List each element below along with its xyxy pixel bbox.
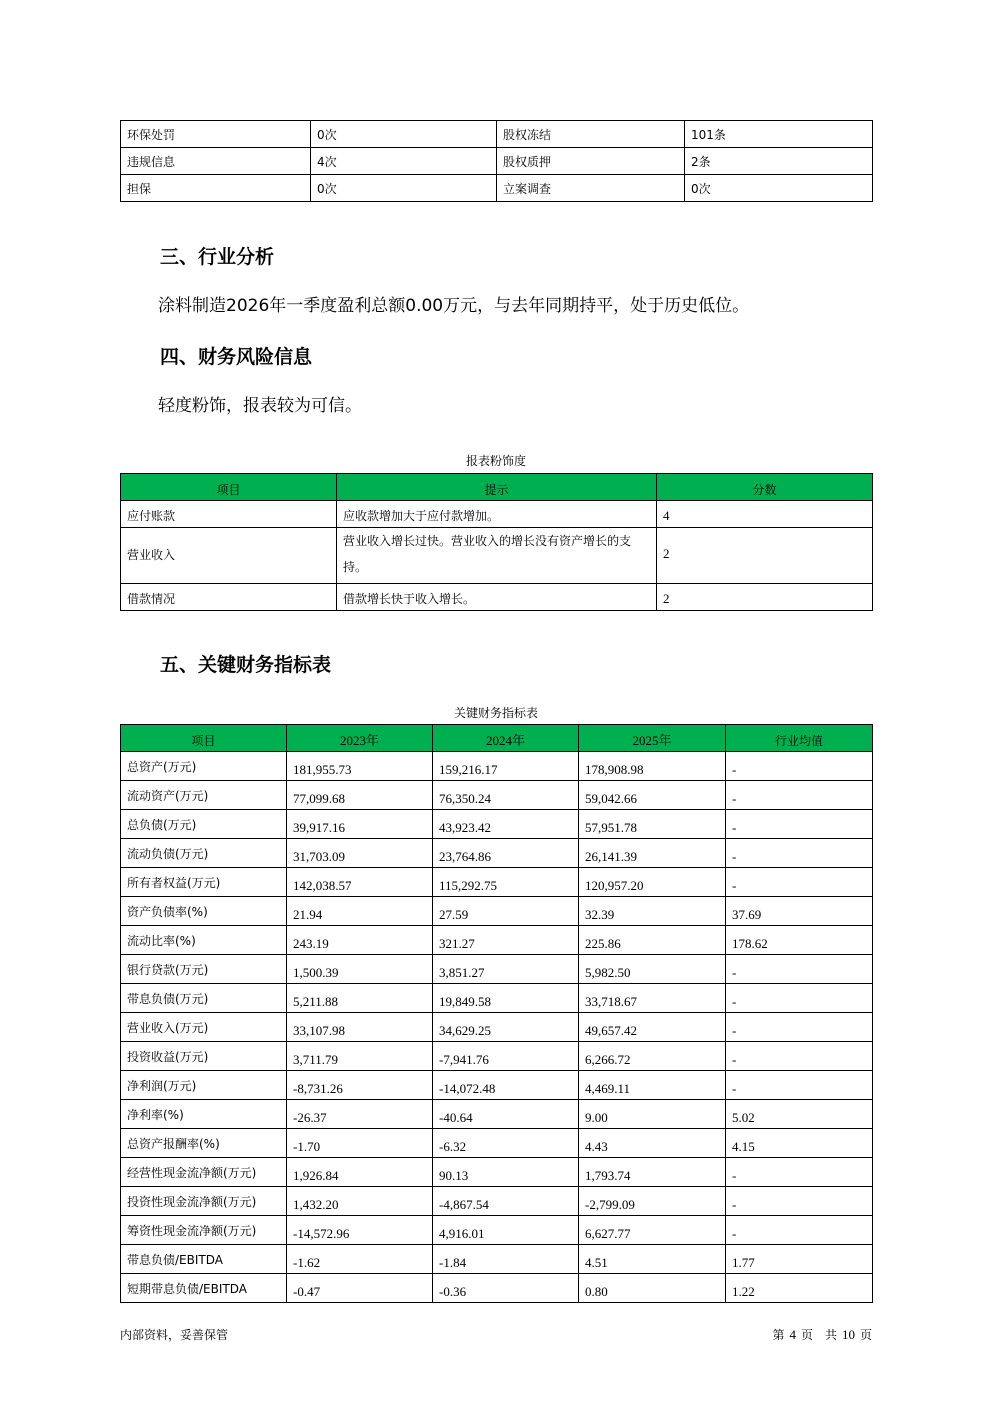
kpi-value-2025: 225.86 — [579, 926, 726, 955]
kpi-value-2024: 76,350.24 — [433, 781, 579, 810]
table-row — [121, 781, 873, 810]
kpi-value-2025: -2,799.09 — [579, 1187, 726, 1216]
table-row — [121, 501, 873, 528]
kpi-value-2023: -1.62 — [287, 1245, 433, 1274]
table-row — [121, 752, 873, 781]
section3-title: 三、行业分析 — [160, 246, 275, 268]
table-row — [121, 1042, 873, 1071]
kpi-item: 投资性现金流净额(万元) — [121, 1187, 287, 1216]
table-row — [121, 897, 873, 926]
kpi-value-2024: 90.13 — [433, 1158, 579, 1187]
risk-label: 违规信息 — [121, 148, 311, 175]
table-row — [121, 121, 873, 148]
kpi-industry-avg: 1.77 — [726, 1245, 873, 1274]
kpi-item: 流动负债(万元) — [121, 839, 287, 868]
whitewash-hint: 应收款增加大于应付款增加。 — [337, 501, 657, 528]
kpi-value-2025: 178,908.98 — [579, 752, 726, 781]
kpi-value-2025: 4.43 — [579, 1129, 726, 1158]
kpi-value-2025: 4.51 — [579, 1245, 726, 1274]
kpi-value-2024: 34,629.25 — [433, 1013, 579, 1042]
kpi-value-2024: 4,916.01 — [433, 1216, 579, 1245]
kpi-item: 所有者权益(万元) — [121, 868, 287, 897]
kpi-industry-avg: - — [726, 1216, 873, 1245]
kpi-header-2023: 2023年 — [287, 725, 433, 752]
kpi-item: 筹资性现金流净额(万元) — [121, 1216, 287, 1245]
kpi-value-2024: -4,867.54 — [433, 1187, 579, 1216]
kpi-value-2025: 6,627.77 — [579, 1216, 726, 1245]
whitewash-item: 借款情况 — [121, 584, 337, 611]
kpi-value-2023: -14,572.96 — [287, 1216, 433, 1245]
whitewash-hint: 借款增长快于收入增长。 — [337, 584, 657, 611]
kpi-value-2023: 77,099.68 — [287, 781, 433, 810]
risk-value: 0次 — [311, 121, 497, 148]
kpi-value-2024: -0.36 — [433, 1274, 579, 1303]
risk-value: 0次 — [685, 175, 873, 202]
kpi-industry-avg: - — [726, 1158, 873, 1187]
table-row — [121, 1216, 873, 1245]
kpi-industry-avg: - — [726, 810, 873, 839]
kpi-value-2023: 1,926.84 — [287, 1158, 433, 1187]
table-row — [121, 584, 873, 611]
kpi-value-2024: 3,851.27 — [433, 955, 579, 984]
kpi-value-2024: -7,941.76 — [433, 1042, 579, 1071]
kpi-header-row — [121, 725, 873, 752]
kpi-item: 净利率(%) — [121, 1100, 287, 1129]
kpi-value-2023: 21.94 — [287, 897, 433, 926]
kpi-value-2023: -26.37 — [287, 1100, 433, 1129]
kpi-item: 流动资产(万元) — [121, 781, 287, 810]
risk-info-table-body — [121, 121, 873, 202]
kpi-item: 银行贷款(万元) — [121, 955, 287, 984]
kpi-value-2025: 9.00 — [579, 1100, 726, 1129]
kpi-value-2023: -8,731.26 — [287, 1071, 433, 1100]
kpi-value-2023: -0.47 — [287, 1274, 433, 1303]
kpi-header-2024: 2024年 — [433, 725, 579, 752]
risk-info-table — [120, 120, 873, 202]
table-row — [121, 1245, 873, 1274]
risk-label: 立案调查 — [497, 175, 685, 202]
kpi-value-2025: 32.39 — [579, 897, 726, 926]
kpi-value-2023: -1.70 — [287, 1129, 433, 1158]
table-row — [121, 1158, 873, 1187]
whitewash-header-score: 分数 — [657, 474, 873, 501]
kpi-industry-avg: - — [726, 1042, 873, 1071]
kpi-value-2025: 1,793.74 — [579, 1158, 726, 1187]
kpi-value-2025: 0.80 — [579, 1274, 726, 1303]
kpi-item: 带息负债/EBITDA — [121, 1245, 287, 1274]
kpi-industry-avg: - — [726, 839, 873, 868]
kpi-value-2023: 33,107.98 — [287, 1013, 433, 1042]
table-row — [121, 148, 873, 175]
section4-text: 轻度粉饰，报表较为可信。 — [158, 396, 362, 416]
section3-text: 涂料制造2026年一季度盈利总额0.00万元，与去年同期持平，处于历史低位。 — [158, 296, 750, 316]
kpi-item: 总负债(万元) — [121, 810, 287, 839]
kpi-value-2025: 49,657.42 — [579, 1013, 726, 1042]
kpi-industry-avg: - — [726, 1187, 873, 1216]
kpi-value-2024: 321.27 — [433, 926, 579, 955]
kpi-item: 经营性现金流净额(万元) — [121, 1158, 287, 1187]
kpi-item: 投资收益(万元) — [121, 1042, 287, 1071]
table-row — [121, 868, 873, 897]
whitewash-score: 2 — [657, 528, 873, 584]
kpi-table — [120, 724, 873, 1303]
table-row — [121, 1187, 873, 1216]
whitewash-table-caption: 报表粉饰度 — [465, 454, 526, 468]
risk-label: 环保处罚 — [121, 121, 311, 148]
whitewash-score: 2 — [657, 584, 873, 611]
kpi-industry-avg: 5.02 — [726, 1100, 873, 1129]
kpi-value-2025: 120,957.20 — [579, 868, 726, 897]
kpi-value-2024: -6.32 — [433, 1129, 579, 1158]
kpi-header-item: 项目 — [121, 725, 287, 752]
kpi-industry-avg: - — [726, 752, 873, 781]
kpi-value-2025: 57,951.78 — [579, 810, 726, 839]
table-row — [121, 955, 873, 984]
section4-title: 四、财务风险信息 — [160, 346, 313, 368]
kpi-value-2024: 27.59 — [433, 897, 579, 926]
kpi-item: 带息负债(万元) — [121, 984, 287, 1013]
whitewash-score: 4 — [657, 501, 873, 528]
kpi-value-2025: 4,469.11 — [579, 1071, 726, 1100]
kpi-value-2025: 59,042.66 — [579, 781, 726, 810]
kpi-industry-avg: 178.62 — [726, 926, 873, 955]
kpi-value-2024: 23,764.86 — [433, 839, 579, 868]
kpi-industry-avg: - — [726, 1013, 873, 1042]
footer-page-number: 第 4 页 共 10 页 — [772, 1327, 872, 1342]
kpi-value-2024: 19,849.58 — [433, 984, 579, 1013]
kpi-value-2024: -40.64 — [433, 1100, 579, 1129]
table-row — [121, 1100, 873, 1129]
whitewash-header-hint: 提示 — [337, 474, 657, 501]
risk-value: 4次 — [311, 148, 497, 175]
table-row — [121, 1274, 873, 1303]
footer-confidential: 内部资料，妥善保管 — [120, 1328, 229, 1342]
table-row — [121, 1071, 873, 1100]
kpi-item: 净利润(万元) — [121, 1071, 287, 1100]
whitewash-item: 应付账款 — [121, 501, 337, 528]
kpi-industry-avg: 1.22 — [726, 1274, 873, 1303]
kpi-industry-avg: - — [726, 984, 873, 1013]
kpi-item: 总资产(万元) — [121, 752, 287, 781]
table-row — [121, 1129, 873, 1158]
kpi-value-2024: 43,923.42 — [433, 810, 579, 839]
risk-label: 担保 — [121, 175, 311, 202]
kpi-value-2023: 142,038.57 — [287, 868, 433, 897]
kpi-value-2024: -1.84 — [433, 1245, 579, 1274]
kpi-value-2023: 3,711.79 — [287, 1042, 433, 1071]
kpi-industry-avg: 4.15 — [726, 1129, 873, 1158]
table-row — [121, 810, 873, 839]
kpi-value-2024: -14,072.48 — [433, 1071, 579, 1100]
kpi-value-2024: 115,292.75 — [433, 868, 579, 897]
section5-title: 五、关键财务指标表 — [160, 654, 332, 676]
kpi-table-caption: 关键财务指标表 — [453, 706, 538, 720]
kpi-value-2025: 33,718.67 — [579, 984, 726, 1013]
whitewash-header-item: 项目 — [121, 474, 337, 501]
kpi-value-2024: 159,216.17 — [433, 752, 579, 781]
risk-value: 101条 — [685, 121, 873, 148]
risk-label: 股权质押 — [497, 148, 685, 175]
kpi-value-2023: 31,703.09 — [287, 839, 433, 868]
kpi-value-2025: 5,982.50 — [579, 955, 726, 984]
table-row — [121, 175, 873, 202]
table-row — [121, 1013, 873, 1042]
kpi-header-industry-avg: 行业均值 — [726, 725, 873, 752]
risk-value: 0次 — [311, 175, 497, 202]
kpi-item: 营业收入(万元) — [121, 1013, 287, 1042]
kpi-industry-avg: - — [726, 955, 873, 984]
kpi-table-body — [121, 752, 873, 1303]
kpi-industry-avg: - — [726, 868, 873, 897]
kpi-value-2023: 181,955.73 — [287, 752, 433, 781]
kpi-item: 总资产报酬率(%) — [121, 1129, 287, 1158]
kpi-value-2023: 1,500.39 — [287, 955, 433, 984]
kpi-industry-avg: - — [726, 781, 873, 810]
kpi-value-2023: 243.19 — [287, 926, 433, 955]
table-row — [121, 926, 873, 955]
kpi-value-2025: 6,266.72 — [579, 1042, 726, 1071]
kpi-header-2025: 2025年 — [579, 725, 726, 752]
table-row — [121, 528, 873, 584]
whitewash-header-row — [121, 474, 873, 501]
table-row — [121, 839, 873, 868]
whitewash-item: 营业收入 — [121, 528, 337, 584]
table-row — [121, 984, 873, 1013]
kpi-item: 短期带息负债/EBITDA — [121, 1274, 287, 1303]
risk-value: 2条 — [685, 148, 873, 175]
kpi-value-2023: 5,211.88 — [287, 984, 433, 1013]
risk-label: 股权冻结 — [497, 121, 685, 148]
whitewash-table — [120, 473, 873, 611]
whitewash-hint: 营业收入增长过快。营业收入的增长没有资产增长的支持。 — [337, 528, 657, 584]
kpi-value-2023: 1,432.20 — [287, 1187, 433, 1216]
kpi-item: 资产负债率(%) — [121, 897, 287, 926]
kpi-industry-avg: - — [726, 1071, 873, 1100]
kpi-value-2023: 39,917.16 — [287, 810, 433, 839]
kpi-value-2025: 26,141.39 — [579, 839, 726, 868]
kpi-industry-avg: 37.69 — [726, 897, 873, 926]
kpi-item: 流动比率(%) — [121, 926, 287, 955]
